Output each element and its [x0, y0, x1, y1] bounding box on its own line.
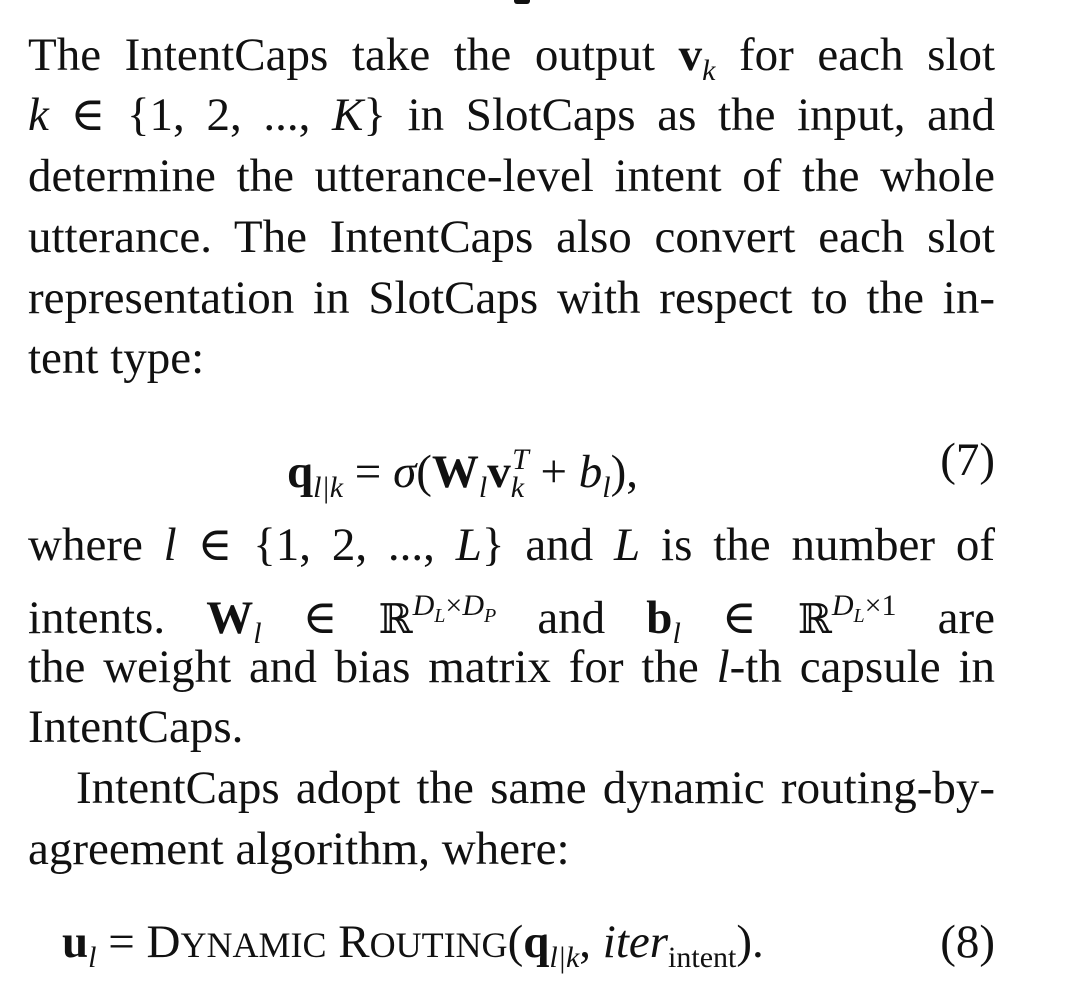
math-W-l: $W_l$ ∈ ℝ$^{D_L\times D_P}$ [206, 589, 497, 650]
text-run: intents. [28, 592, 166, 644]
text-run: for each slot [739, 29, 996, 81]
paragraph-2-line-1 [28, 515, 995, 575]
text-run: and [525, 519, 594, 571]
paragraph-1-line-5: representation in SlotCaps with respect to the in- [28, 272, 995, 324]
dynamic-routing-operator: DYNAMIC ROUTING [146, 916, 508, 968]
math-b-l: $b_l$ ∈ ℝ$^{D_L\times 1}$ [646, 589, 897, 650]
paragraph-1-line-4: utterance. The IntentCaps also convert each slot [28, 211, 995, 263]
equation-7-body: $q_{l|k} = \sigma(W_lv_k^T + b_l)$, [287, 443, 639, 504]
text-run: and [537, 592, 606, 644]
paragraph-1-line-3: determine the utterance-level intent of the whole [28, 150, 995, 202]
paragraph-2-line-4: IntentCaps. [28, 701, 244, 753]
math-v-k: $v_k$ [678, 29, 716, 87]
text-run: where [28, 519, 143, 571]
cropped-heading-fragment [514, 0, 530, 4]
math-set-l: l ∈ {1, 2, ..., L} [163, 519, 505, 571]
text-run: are [937, 592, 996, 644]
text-run: The IntentCaps take the output [28, 29, 655, 81]
text-run: in SlotCaps as the input, and [407, 89, 995, 141]
paragraph-2-line-3 [28, 637, 995, 697]
paragraph-1-line-6: tent type: [28, 332, 205, 384]
text-run: is the number of [661, 519, 996, 571]
text-run: the weight and bias matrix for the [28, 641, 699, 693]
equation-8-body: $u_l$ = DYNAMIC $ROUTING(q_{l|k}$, iter$_{intent}$). [62, 916, 764, 974]
equation-7-number: (7) [940, 434, 995, 486]
equation-8-number: (8) [940, 916, 995, 968]
math-set-k: k ∈ {1, 2, ..., K} [28, 89, 386, 141]
math-L: L [614, 519, 641, 571]
paragraph-3-line-2: agreement algorithm, where: [28, 823, 570, 875]
paragraph-1-line-2 [28, 85, 995, 145]
text-run: -th capsule in [729, 641, 996, 693]
paragraph-3-line-1: IntentCaps adopt the same dynamic routing-by- [76, 762, 995, 814]
math-l-th: l-th capsule in [716, 641, 996, 693]
